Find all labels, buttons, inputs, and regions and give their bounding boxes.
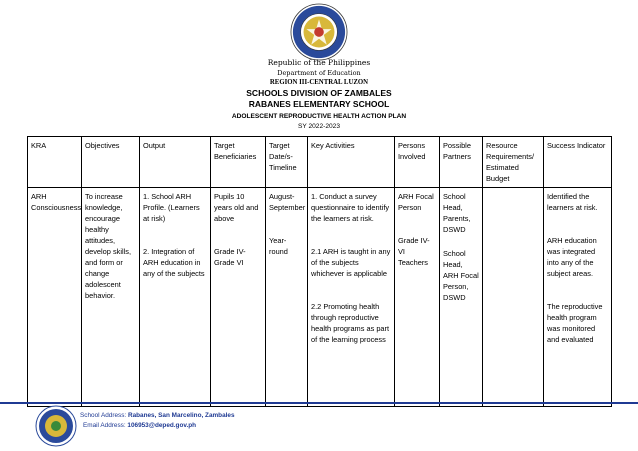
- cell-success-indicator: [544, 188, 612, 407]
- indicator-item-1: Identified the learners at risk.: [547, 192, 598, 212]
- timeline-item-2: Year-round: [269, 236, 288, 256]
- activity-item-2: 2.1 ARH is taught in any of the subjects whichever is applicable: [311, 247, 391, 278]
- cell-timeline: [266, 188, 308, 407]
- output-item-2: 2. Integration of ARH education in any of the subjects: [143, 247, 205, 278]
- department-line: Department of Education: [277, 69, 361, 77]
- header-key-activities: Key Activities: [308, 137, 395, 188]
- email-label: Email Address:: [83, 422, 126, 429]
- header-target-timeline: Target Date/s-Timeline: [266, 137, 308, 188]
- republic-line: Republic of the Philippines: [267, 58, 371, 67]
- beneficiaries-item-2: Grade IV-Grade VI: [214, 247, 246, 267]
- cell-objectives: To increase knowledge, encourage healthy attitudes, develop skills, and form or change adolescent behavior.: [82, 188, 140, 407]
- school-seal-logo: [35, 405, 77, 447]
- output-item-1: 1. School ARH Profile. (Learners at risk): [143, 192, 200, 223]
- division-line: SCHOOLS DIVISION OF ZAMBALES: [246, 88, 392, 98]
- footer-email: [83, 422, 196, 429]
- header-target-beneficiaries: Target Beneficiaries: [211, 137, 266, 188]
- persons-item-2: Grade IV-VI Teachers: [398, 236, 430, 267]
- activity-item-3: 2.2 Promoting health through reproductive health programs as part of the learning process: [311, 302, 390, 344]
- header-objectives: Objectives: [82, 137, 140, 188]
- email-value: 106953@deped.gov.ph: [127, 422, 197, 429]
- cell-resource-requirements: [483, 188, 544, 407]
- cell-beneficiaries: [211, 188, 266, 407]
- timeline-item-1: August-September: [269, 192, 306, 212]
- header-resource-requirements: Resource Requirements/ Estimated Budget: [483, 137, 544, 188]
- document-title: ADOLESCENT REPRODUCTIVE HEALTH ACTION PLAN: [231, 113, 407, 120]
- address-value: Rabanes, San Marcelino, Zambales: [127, 412, 235, 419]
- school-name: RABANES ELEMENTARY SCHOOL: [248, 99, 390, 109]
- cell-possible-partners: [440, 188, 483, 407]
- cell-key-activities: [308, 188, 395, 407]
- table-header-row: [28, 137, 612, 188]
- school-year: SY 2022-2023: [297, 123, 341, 130]
- header-kra: KRA: [28, 137, 82, 188]
- deped-seal-logo: [290, 3, 348, 61]
- address-label: School Address:: [80, 412, 127, 419]
- table-row: [28, 188, 612, 407]
- beneficiaries-item-1: Pupils 10 years old and above: [214, 192, 259, 223]
- cell-persons-involved: [395, 188, 440, 407]
- footer-address: [80, 412, 235, 419]
- action-plan-table: [27, 136, 612, 407]
- header-persons-involved: Persons Involved: [395, 137, 440, 188]
- region-line: REGION III-CENTRAL LUZON: [269, 79, 369, 86]
- cell-output: [140, 188, 211, 407]
- cell-kra: ARH Consciousness: [28, 188, 82, 407]
- persons-item-1: ARH Focal Person: [398, 192, 434, 212]
- header-output: Output: [140, 137, 211, 188]
- activity-item-1: 1. Conduct a survey questionnaire to identify the learners at risk.: [311, 192, 390, 223]
- header-possible-partners: Possible Partners: [440, 137, 483, 188]
- indicator-item-2: ARH education was integrated into any of the subject areas.: [547, 236, 597, 278]
- indicator-item-3: The reproductive health program was monitored and evaluated: [547, 302, 603, 344]
- partners-item-2: School Head, ARH Focal Person, DSWD: [443, 249, 479, 302]
- partners-item-1: School Head, Parents, DSWD: [443, 192, 471, 234]
- header-success-indicator: Success Indicator: [544, 137, 612, 188]
